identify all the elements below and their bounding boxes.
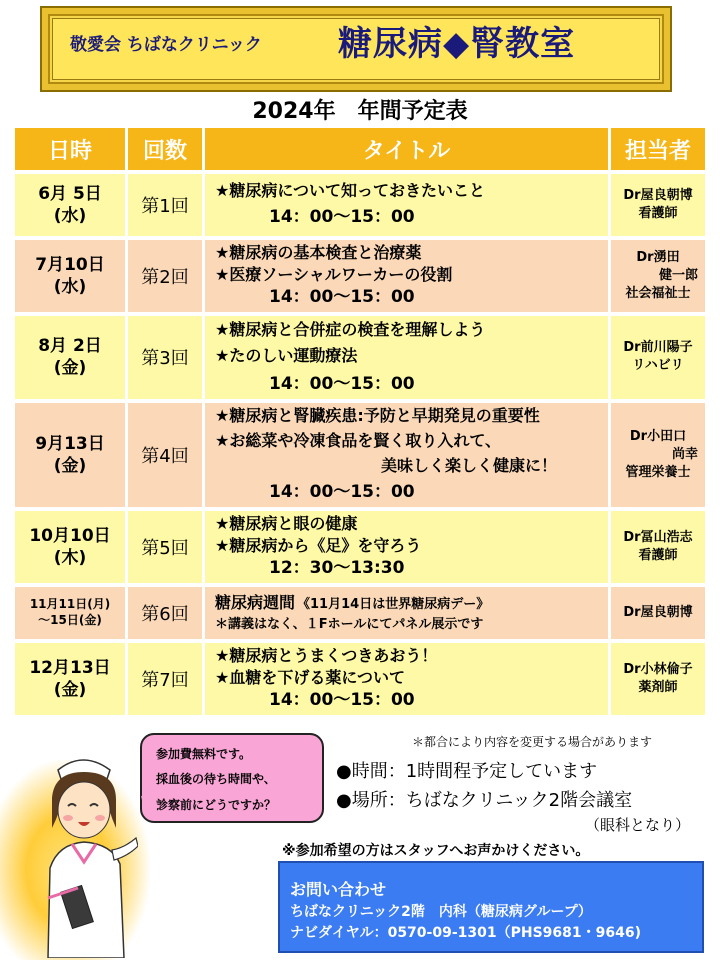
- speech-bubble: [140, 733, 324, 823]
- staff-line: Dr冨山浩志: [623, 529, 693, 545]
- staff-line: リハビリ: [632, 358, 684, 374]
- session-date: [15, 587, 125, 639]
- session-number: 第3回: [128, 316, 202, 399]
- session-time: 14：00～15：00: [269, 373, 415, 394]
- staff-line: Dr屋良朝博: [623, 187, 693, 203]
- table-row: [15, 316, 705, 399]
- session-staff: [611, 174, 705, 236]
- column-header-staff: 担当者: [611, 128, 705, 170]
- date-line: 6月 5日: [38, 183, 102, 204]
- staff-line: 看護師: [638, 547, 678, 563]
- session-number: 第7回: [128, 643, 202, 715]
- weekday-line: (水): [53, 277, 87, 297]
- session-content: [205, 403, 608, 507]
- staff-line: Dr前川陽子: [623, 340, 693, 356]
- session-staff: [611, 511, 705, 583]
- session-topic: ★血糖を下げる薬について: [215, 667, 406, 687]
- contact-title: お問い合わせ: [290, 880, 387, 899]
- session-date: [15, 240, 125, 312]
- info-place: ●場所：ちばなクリニック2階会議室: [336, 790, 633, 811]
- session-number: 第6回: [128, 587, 202, 639]
- weekday-line: (木): [53, 547, 87, 568]
- date-line: 10月10日: [29, 525, 111, 546]
- table-header-row: [15, 128, 705, 170]
- session-topic: ★医療ソーシャルワーカーの役割: [215, 265, 453, 285]
- session-topic: ★糖尿病の基本検査と治療薬: [215, 242, 422, 262]
- session-topic: ★糖尿病とうまくつきあおう！: [215, 645, 438, 665]
- staff-line: Dr屋良朝博: [623, 604, 693, 620]
- table-row: [15, 403, 705, 507]
- header-banner: [40, 6, 672, 92]
- session-topic-line: [215, 591, 607, 615]
- request-note: ※参加希望の方はスタッフへお声かけください。: [282, 843, 590, 859]
- session-topic-sub: 《11月14日は世界糖尿病デー》: [297, 597, 490, 613]
- session-date: [15, 643, 125, 715]
- session-staff: [611, 240, 705, 312]
- table-row: [15, 240, 705, 312]
- session-time: 14：00～15：00: [269, 481, 415, 502]
- date-line: 11月11日(月): [29, 597, 111, 612]
- session-content: [205, 511, 608, 583]
- session-date: [15, 511, 125, 583]
- schedule-table: [12, 124, 708, 719]
- session-time: 14：00～15：00: [269, 690, 415, 711]
- staff-line: Dr湧田: [636, 249, 680, 265]
- staff-line: 社会福祉士: [625, 286, 691, 302]
- table-row: [15, 643, 705, 715]
- session-staff: [611, 643, 705, 715]
- session-content: [205, 643, 608, 715]
- nurse-illustration: [28, 748, 138, 958]
- date-line: 8月 2日: [38, 336, 102, 357]
- page-title: 糖尿病◆腎教室: [338, 24, 576, 64]
- session-time: 14：00～15：00: [269, 207, 415, 228]
- session-staff: [611, 316, 705, 399]
- session-content: [205, 316, 608, 399]
- bubble-line: 採血後の待ち時間や、: [156, 772, 276, 786]
- table-row: [15, 174, 705, 236]
- session-number: 第4回: [128, 403, 202, 507]
- session-time: 12：30～13:30: [269, 558, 405, 579]
- contact-line: ちばなクリニック2階 内科（糖尿病グループ）: [290, 904, 592, 920]
- session-note: ＊講義はなく、１Fホールにてパネル展示です: [215, 617, 484, 633]
- bubble-line: 診察前にどうですか？: [156, 798, 277, 812]
- info-time: ●時間：1時間程予定しています: [336, 761, 598, 782]
- session-topic: ★糖尿病と眼の健康: [215, 513, 358, 533]
- table-row: [15, 587, 705, 639]
- session-date: [15, 403, 125, 507]
- weekday-line: (金): [53, 679, 87, 700]
- staff-line: 尚幸: [671, 446, 698, 462]
- info-place-note: （眼科となり）: [585, 816, 691, 834]
- session-number: 第5回: [128, 511, 202, 583]
- bubble-line: 参加費無料です。: [156, 747, 252, 761]
- session-staff: [611, 403, 705, 507]
- staff-line: 看護師: [638, 206, 678, 221]
- session-content: [205, 174, 608, 236]
- staff-line: 薬剤師: [638, 679, 678, 695]
- session-date: [15, 174, 125, 236]
- session-number: 第2回: [128, 240, 202, 312]
- staff-line: Dr小田口: [629, 428, 687, 444]
- session-time: 14：00～15：00: [269, 287, 415, 308]
- staff-line: Dr小林倫子: [623, 661, 693, 677]
- session-topic: ★糖尿病から《足》を守ろう: [215, 535, 422, 555]
- contact-phone: ナビダイヤル：0570-09-1301（PHS9681・9646): [290, 925, 642, 941]
- session-content: [205, 240, 608, 312]
- session-topic: ★お総菜や冷凍食品を賢く取り入れて、: [215, 431, 502, 451]
- weekday-line: ～15日(金): [38, 612, 102, 627]
- weekday-line: (水): [53, 206, 87, 226]
- date-line: 9月13日: [35, 433, 105, 454]
- session-topic: 美味しく楽しく健康に！: [381, 456, 558, 476]
- session-date: [15, 316, 125, 399]
- session-topic: ★たのしい運動療法: [215, 346, 358, 366]
- weekday-line: (金): [53, 358, 87, 379]
- clinic-name: 敬愛会 ちばなクリニック: [70, 35, 262, 55]
- session-topic: ★糖尿病と腎臓疾患:予防と早期発見の重要性: [215, 406, 540, 426]
- session-topic: 糖尿病週間: [215, 593, 296, 613]
- session-staff: [611, 587, 705, 639]
- weekday-line: (金): [53, 455, 87, 476]
- session-number: 第1回: [128, 174, 202, 236]
- column-header-count: 回数: [128, 128, 202, 170]
- change-note: ＊都合により内容を変更する場合があります: [412, 735, 653, 749]
- table-row: [15, 511, 705, 583]
- schedule-title: 2024年 年間予定表: [252, 99, 468, 124]
- date-line: 12月13日: [29, 657, 111, 678]
- date-line: 7月10日: [35, 254, 105, 275]
- session-topic: ★糖尿病について知っておきたいこと: [215, 181, 486, 201]
- column-header-date: 日時: [15, 128, 125, 170]
- session-content: [205, 587, 608, 639]
- staff-line: 健一郎: [658, 267, 698, 283]
- column-header-title: タイトル: [205, 128, 608, 170]
- session-topic: ★糖尿病と合併症の検査を理解しよう: [215, 320, 486, 339]
- contact-box: [278, 861, 704, 953]
- staff-line: 管理栄養士: [625, 464, 691, 480]
